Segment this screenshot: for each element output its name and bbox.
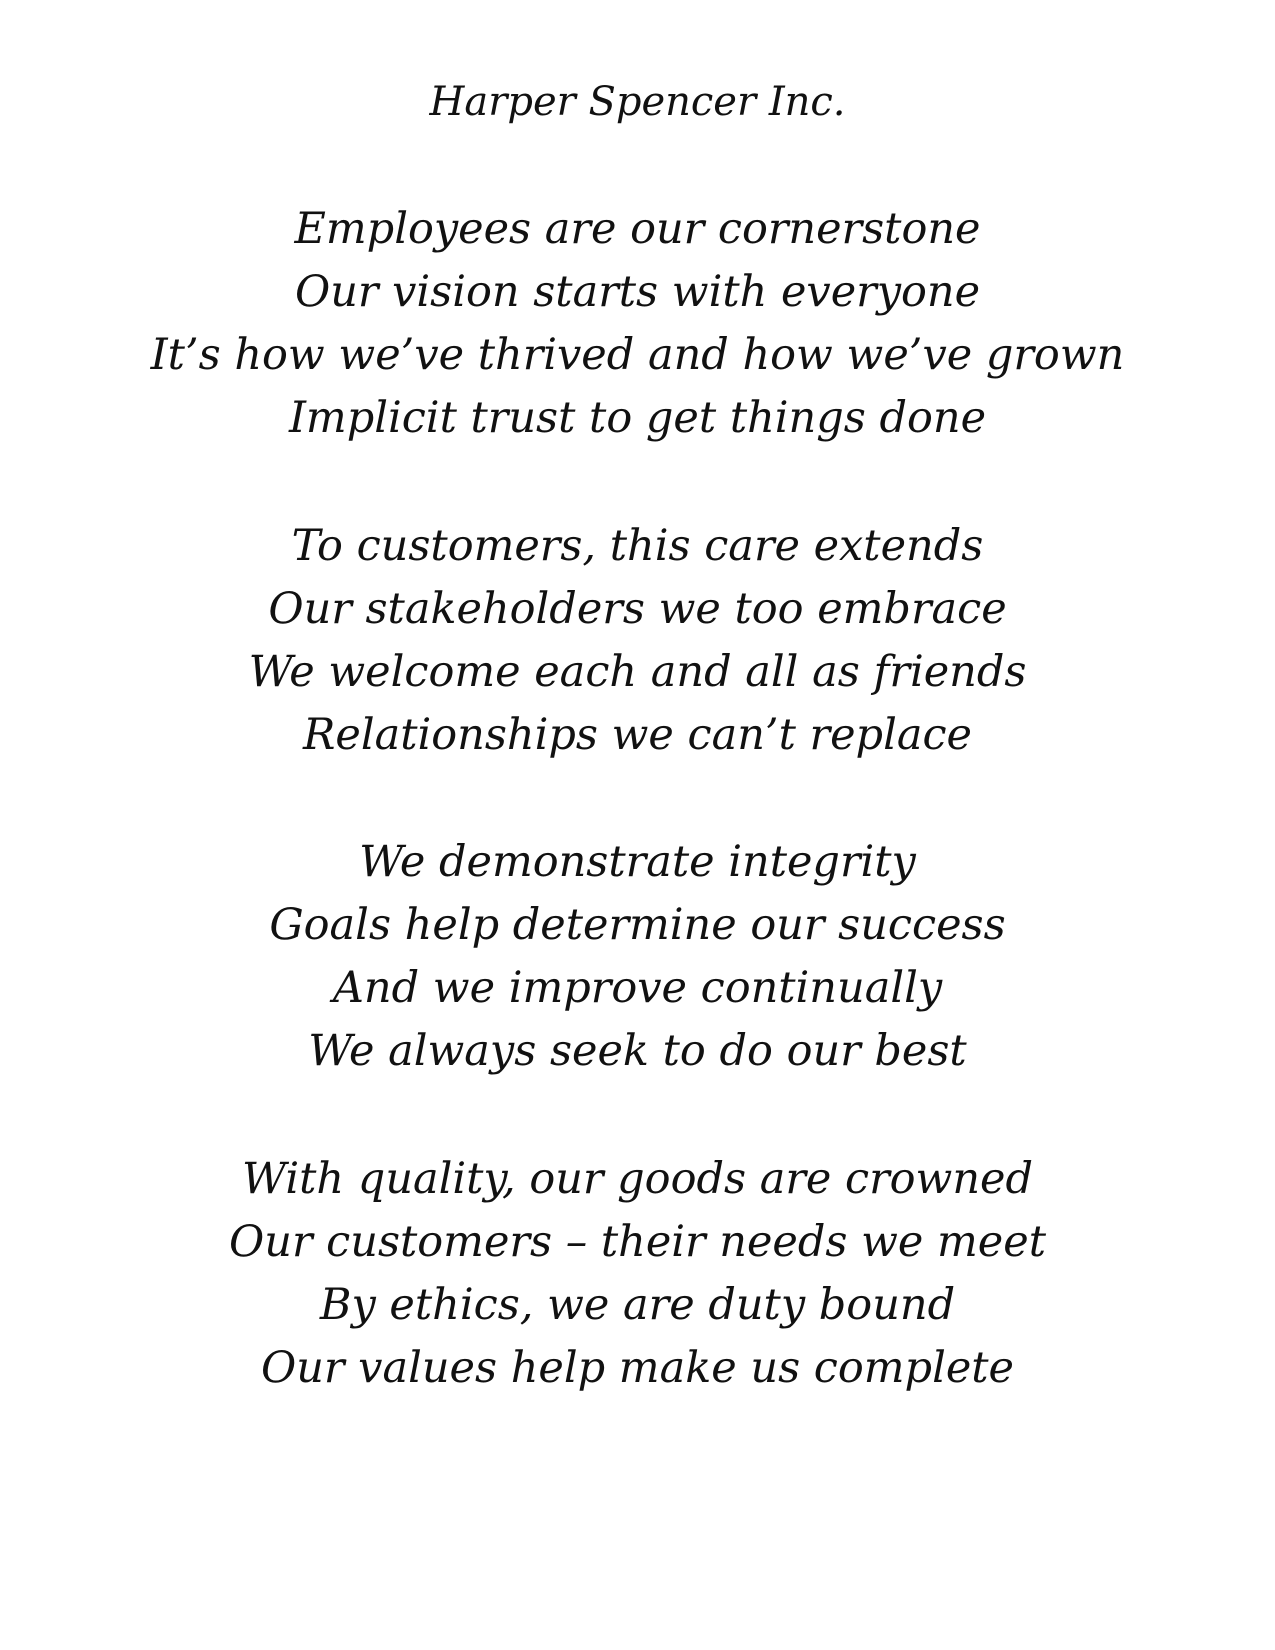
poem-line: Employees are our cornerstone [294, 204, 981, 254]
poem-line: To customers, this care extends [291, 521, 984, 571]
poem-line: By ethics, we are duty bound [319, 1280, 956, 1330]
poem-line: Goals help determine our success [269, 900, 1006, 950]
poem-line: And we improve continually [332, 963, 943, 1013]
poem-line: With quality, our goods are crowned [241, 1154, 1034, 1204]
poem-line: It’s how we’ve thrived and how we’ve grown [150, 330, 1125, 380]
stanza-4 [0, 1148, 1275, 1400]
poem-line: Our stakeholders we too embrace [268, 584, 1007, 634]
stanza-1 [0, 198, 1275, 450]
poem-line: Our customers – their needs we meet [229, 1217, 1046, 1267]
poem-line: We always seek to do our best [308, 1026, 967, 1076]
document-title: Harper Spencer Inc. [429, 79, 846, 125]
poem-line: We welcome each and all as friends [248, 647, 1027, 697]
poem-line: Our values help make us complete [260, 1343, 1015, 1393]
poem-line: Our vision starts with everyone [294, 267, 981, 317]
stanza-3 [0, 831, 1275, 1083]
poem-line: Relationships we can’t replace [303, 710, 972, 760]
poem-line: Implicit trust to get things done [288, 393, 987, 443]
stanza-2 [0, 515, 1275, 767]
poem-line: We demonstrate integrity [359, 837, 916, 887]
